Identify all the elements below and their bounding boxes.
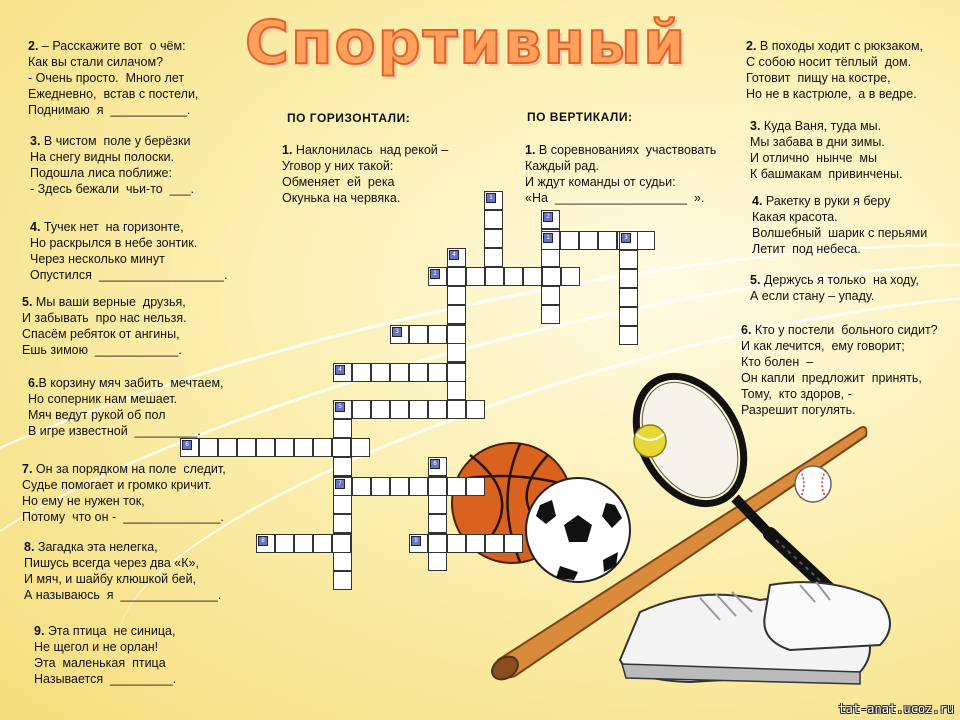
crossword-cell[interactable] bbox=[541, 305, 560, 324]
crossword-cell[interactable] bbox=[294, 438, 313, 457]
crossword-cell[interactable] bbox=[428, 514, 447, 533]
crossword-cell[interactable] bbox=[333, 495, 352, 514]
crossword-cell[interactable] bbox=[541, 286, 560, 305]
crossword-cell[interactable] bbox=[428, 552, 447, 571]
crossword-cell[interactable] bbox=[371, 477, 390, 496]
soccer-ball-icon bbox=[526, 478, 630, 582]
clue-text: Он за порядком на поле следит, Судье помогает и громко кричит. Но ему не нужен ток, Потому что он - ______________. bbox=[22, 462, 226, 524]
crossword-cell[interactable] bbox=[447, 363, 466, 382]
cell-number: 7 bbox=[335, 479, 345, 489]
crossword-cell[interactable] bbox=[428, 534, 447, 553]
clue-number: 5. bbox=[750, 273, 761, 287]
crossword-cell[interactable] bbox=[542, 267, 561, 286]
crossword-cell[interactable] bbox=[560, 231, 579, 250]
crossword-cell[interactable] bbox=[256, 534, 275, 553]
crossword-cell[interactable] bbox=[466, 400, 485, 419]
crossword-cell[interactable] bbox=[541, 210, 560, 229]
cell-number: 9 bbox=[411, 536, 421, 546]
crossword-cell[interactable] bbox=[333, 400, 352, 419]
clue-number: 4. bbox=[30, 220, 41, 234]
clue-number: 5. bbox=[22, 295, 33, 309]
crossword-cell[interactable] bbox=[371, 400, 390, 419]
clue-text: Загадка эта нелегка, Пишусь всегда через два «К», И мяч, и шайбу клюшкой бей, А называюсь я ______________. bbox=[24, 540, 222, 602]
crossword-cell[interactable] bbox=[371, 363, 390, 382]
cell-number: 6 bbox=[430, 459, 440, 469]
clue-number: 4. bbox=[752, 194, 763, 208]
crossword-cell[interactable] bbox=[619, 288, 638, 307]
crossword-cell[interactable] bbox=[199, 438, 218, 457]
crossword-cell[interactable] bbox=[333, 363, 352, 382]
crossword-cell[interactable] bbox=[333, 457, 352, 476]
cell-number: 4 bbox=[449, 250, 459, 260]
clue-text: Мы ваши верные друзья, И забывать про нас нельзя. Спасём ребяток от ангины, Ешь зимою ____________. bbox=[22, 295, 187, 357]
crossword-cell[interactable] bbox=[333, 552, 352, 571]
clue-text: В соревнованиях участвовать Каждый рад. И ждут команды от судьи: «На ___________________ ». bbox=[525, 143, 717, 205]
crossword-cell[interactable] bbox=[409, 325, 428, 344]
cell-number: 6 bbox=[182, 440, 192, 450]
crossword-cell[interactable] bbox=[619, 326, 638, 345]
crossword-cell[interactable] bbox=[390, 477, 409, 496]
baseball-icon bbox=[795, 466, 831, 502]
crossword-cell[interactable] bbox=[579, 231, 598, 250]
clue-text: Тучек нет на горизонте, Но раскрылся в небе зонтик. Через несколько минут Опустился __________________. bbox=[30, 220, 228, 282]
cell-number: 1 bbox=[543, 233, 553, 243]
clue-text: В корзину мяч забить мечтаем, Но соперник нам мешает. Мяч ведут рукой об пол В игре известной _________. bbox=[28, 376, 224, 438]
cell-number: 5 bbox=[335, 402, 345, 412]
crossword-cell[interactable] bbox=[428, 495, 447, 514]
crossword-cell[interactable] bbox=[333, 477, 352, 496]
crossword-cell[interactable] bbox=[636, 231, 655, 250]
crossword-cell[interactable] bbox=[332, 438, 351, 457]
crossword-cell[interactable] bbox=[504, 534, 523, 553]
crossword-cell[interactable] bbox=[598, 231, 617, 250]
cell-number: 2 bbox=[543, 212, 553, 222]
crossword-cell[interactable] bbox=[237, 438, 256, 457]
crossword-cell[interactable] bbox=[541, 231, 560, 250]
crossword-cell[interactable] bbox=[409, 400, 428, 419]
clue-text: Эта птица не синица, Не щегол и не орлан! Эта маленькая птица Называется _________. bbox=[34, 624, 177, 686]
crossword-cell[interactable] bbox=[619, 269, 638, 288]
crossword-cell[interactable] bbox=[428, 400, 447, 419]
clue-number: 3. bbox=[30, 134, 41, 148]
cell-number: 4 bbox=[335, 365, 345, 375]
crossword-cell[interactable] bbox=[428, 457, 447, 476]
crossword-cell[interactable] bbox=[447, 534, 466, 553]
page-title: Спортивный bbox=[245, 8, 688, 78]
crossword-cell[interactable] bbox=[409, 477, 428, 496]
clue-number: 7. bbox=[22, 462, 33, 476]
crossword-cell[interactable] bbox=[390, 325, 409, 344]
crossword-cell[interactable] bbox=[484, 229, 503, 248]
crossword-cell[interactable] bbox=[447, 325, 466, 344]
crossword-cell[interactable] bbox=[256, 438, 275, 457]
crossword-cell[interactable] bbox=[466, 534, 485, 553]
crossword-cell[interactable] bbox=[352, 363, 371, 382]
site-watermark: tat-anat.ucoz.ru bbox=[838, 702, 954, 716]
crossword-cell[interactable] bbox=[428, 267, 447, 286]
crossword-cell[interactable] bbox=[409, 363, 428, 382]
crossword-cell[interactable] bbox=[428, 325, 447, 344]
crossword-cell[interactable] bbox=[352, 400, 371, 419]
crossword-cell[interactable] bbox=[447, 477, 466, 496]
crossword-cell[interactable] bbox=[333, 419, 352, 438]
crossword-cell[interactable] bbox=[466, 267, 485, 286]
clue-text: В походы ходит с рюкзаком, С собою носит тёплый дом. Готовит пищу на костре, Но не в кастрюле, а в ведре. bbox=[746, 39, 924, 101]
sneakers-icon bbox=[620, 582, 890, 684]
clue-number: 2. bbox=[28, 39, 39, 53]
crossword-cell[interactable] bbox=[428, 363, 447, 382]
clue-number: 2. bbox=[746, 39, 757, 53]
crossword-cell[interactable] bbox=[561, 267, 580, 286]
crossword-cell[interactable] bbox=[351, 438, 370, 457]
cell-number: 1 bbox=[486, 193, 496, 203]
crossword-cell[interactable] bbox=[409, 534, 428, 553]
crossword-cell[interactable] bbox=[484, 191, 503, 210]
crossword-cell[interactable] bbox=[332, 534, 351, 553]
crossword-cell[interactable] bbox=[484, 248, 503, 267]
crossword-cell[interactable] bbox=[523, 267, 542, 286]
crossword-cell[interactable] bbox=[333, 571, 352, 590]
down-heading: ПО ВЕРТИКАЛИ: bbox=[527, 110, 633, 124]
crossword-cell[interactable] bbox=[619, 307, 638, 326]
crossword-cell[interactable] bbox=[541, 248, 560, 267]
crossword-cell[interactable] bbox=[275, 534, 294, 553]
crossword-cell[interactable] bbox=[619, 250, 638, 269]
clue-number: 1. bbox=[525, 143, 536, 157]
crossword-cell[interactable] bbox=[428, 477, 447, 496]
across-heading: ПО ГОРИЗОНТАЛИ: bbox=[287, 111, 411, 125]
crossword-cell[interactable] bbox=[180, 438, 199, 457]
crossword-cell[interactable] bbox=[447, 286, 466, 305]
crossword-cell[interactable] bbox=[313, 534, 332, 553]
crossword-cell[interactable] bbox=[313, 438, 332, 457]
clue-text: В чистом поле у берёзки На снегу видны полоски. Подошла лиса поближе: - Здесь бежали чьи-то ___. bbox=[30, 134, 195, 196]
cell-number: 3 bbox=[621, 233, 631, 243]
clue-number: 9. bbox=[34, 624, 45, 638]
clue-text: Держусь я только на ходу, А если стану – упаду. bbox=[750, 273, 919, 303]
crossword-cell[interactable] bbox=[447, 400, 466, 419]
clue-number: 1. bbox=[282, 143, 293, 157]
crossword-cell[interactable] bbox=[447, 267, 466, 286]
crossword-cell[interactable] bbox=[485, 534, 504, 553]
clue-number: 6. bbox=[741, 323, 752, 337]
crossword-cell[interactable] bbox=[447, 381, 466, 400]
crossword-cell[interactable] bbox=[275, 438, 294, 457]
clue-text: Кто у постели больного сидит? И как лечится, ему говорит; Кто болен – Он капли предложит принять, Тому, кто здоров, - Разрешит погулять. bbox=[741, 323, 938, 417]
crossword-cell[interactable] bbox=[447, 305, 466, 324]
crossword-cell[interactable] bbox=[447, 343, 466, 362]
clue-text: Наклонилась над рекой – Уговор у них такой: Обменяет ей река Окунька на червяка. bbox=[282, 143, 449, 205]
crossword-cell[interactable] bbox=[485, 267, 504, 286]
crossword-cell[interactable] bbox=[466, 477, 485, 496]
crossword-cell[interactable] bbox=[390, 400, 409, 419]
cell-number: 3 bbox=[392, 327, 402, 337]
cell-number: 8 bbox=[258, 536, 268, 546]
clue-text: Ракетку в руки я беру Какая красота. Волшебный шарик с перьями Летит под небеса. bbox=[752, 194, 928, 256]
cell-number: 2 bbox=[430, 269, 440, 279]
clue-text: – Расскажите вот о чём: Как вы стали силачом? - Очень просто. Много лет Ежедневно, встав с постели, Поднимаю я ___________. bbox=[28, 39, 199, 117]
crossword-cell[interactable] bbox=[484, 210, 503, 229]
crossword-cell[interactable] bbox=[333, 514, 352, 533]
crossword-cell[interactable] bbox=[218, 438, 237, 457]
clue-number: 8. bbox=[24, 540, 35, 554]
crossword-cell[interactable] bbox=[390, 363, 409, 382]
clue-number: 3. bbox=[750, 119, 761, 133]
crossword-cell[interactable] bbox=[352, 477, 371, 496]
crossword-cell[interactable] bbox=[294, 534, 313, 553]
clue-number: 6. bbox=[28, 376, 39, 390]
clue-text: Куда Ваня, туда мы. Мы забава в дни зимы. И отлично нынче мы К башмакам привинчены. bbox=[750, 119, 903, 181]
crossword-cell[interactable] bbox=[619, 231, 638, 250]
tennis-ball-icon bbox=[634, 425, 666, 457]
crossword-cell[interactable] bbox=[447, 248, 466, 267]
crossword-cell[interactable] bbox=[504, 267, 523, 286]
